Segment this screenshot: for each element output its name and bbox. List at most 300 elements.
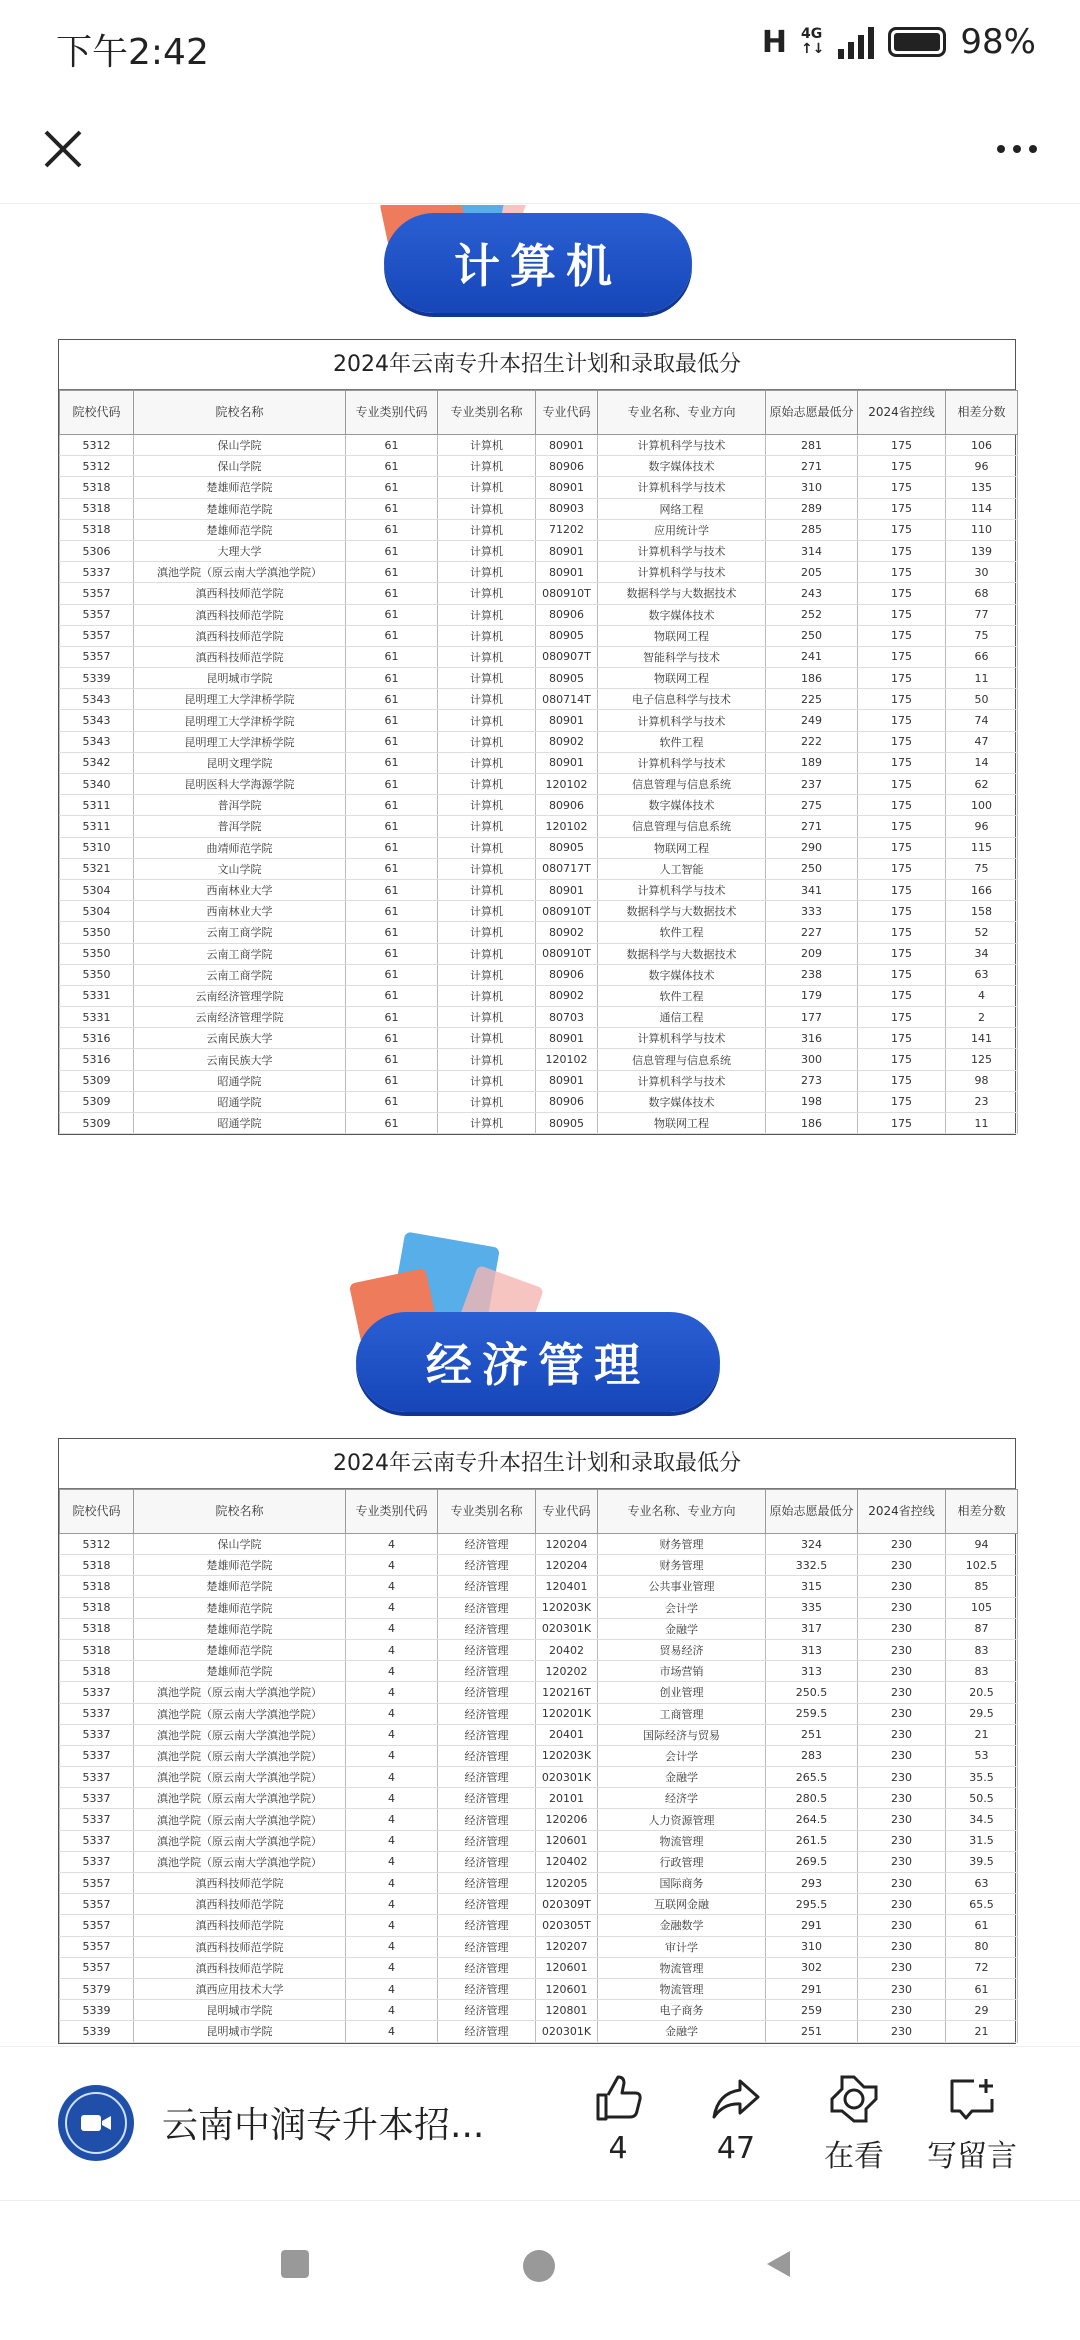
table-cell: 179 <box>766 985 858 1006</box>
table-cell: 经济管理 <box>438 1894 536 1915</box>
table-cell: 120216T <box>536 1682 598 1703</box>
back-button[interactable] <box>764 2249 794 2283</box>
account-avatar[interactable] <box>58 2085 134 2161</box>
table-cell: 120203K <box>536 1745 598 1766</box>
table-cell: 经济管理 <box>438 1639 536 1660</box>
table-cell: 227 <box>766 922 858 943</box>
table-cell: 滇西科技师范学院 <box>134 1873 346 1894</box>
table-cell: 楚雄师范学院 <box>134 498 346 519</box>
table-cell: 175 <box>858 752 946 773</box>
table-cell: 4 <box>346 1597 438 1618</box>
table-cell: 计算机 <box>438 922 536 943</box>
table-cell: 80905 <box>536 668 598 689</box>
table-cell: 5337 <box>60 562 134 583</box>
table-cell: 楚雄师范学院 <box>134 519 346 540</box>
table-cell: 计算机 <box>438 816 536 837</box>
table-cell: 080907T <box>536 646 598 667</box>
table-cell: 271 <box>766 816 858 837</box>
table-cell: 61 <box>346 1070 438 1091</box>
table-row <box>60 774 1018 795</box>
table-cell: 5357 <box>60 1957 134 1978</box>
table-cell: 120402 <box>536 1851 598 1872</box>
square-icon <box>280 2249 310 2279</box>
network-arrows: ↑↓ <box>800 41 825 57</box>
table-row <box>60 1830 1018 1851</box>
table-row <box>60 1809 1018 1830</box>
table-cell: 177 <box>766 1007 858 1028</box>
table-cell: 80905 <box>536 837 598 858</box>
table-cell: 230 <box>858 1767 946 1788</box>
table-cell: 数据科学与大数据技术 <box>598 901 766 922</box>
comment-add-icon <box>944 2071 1000 2127</box>
table-cell: 云南工商学院 <box>134 922 346 943</box>
table-cell: 75 <box>946 625 1018 646</box>
table-cell: 273 <box>766 1070 858 1091</box>
table-cell: 230 <box>858 1724 946 1745</box>
table-cell: 4 <box>346 1745 438 1766</box>
table-cell: 经济管理 <box>438 1767 536 1788</box>
table-cell: 4 <box>346 1576 438 1597</box>
video-camera-icon <box>80 2111 112 2135</box>
table-row <box>60 1639 1018 1660</box>
table-cell: 计算机科学与技术 <box>598 710 766 731</box>
table-title: 2024年云南专升本招生计划和录取最低分 <box>59 1439 1015 1489</box>
table-cell: 225 <box>766 689 858 710</box>
table-cell: 5342 <box>60 752 134 773</box>
table-cell: 189 <box>766 752 858 773</box>
more-button[interactable] <box>984 116 1050 182</box>
table-cell: 80901 <box>536 477 598 498</box>
table-cell: 230 <box>858 1936 946 1957</box>
table-cell: 计算机 <box>438 519 536 540</box>
table-cell: 21 <box>946 1724 1018 1745</box>
table-cell: 61 <box>346 435 438 456</box>
table-cell: 80901 <box>536 1028 598 1049</box>
status-icons <box>762 22 1036 62</box>
triangle-back-icon <box>764 2249 794 2279</box>
table-cell: 滇池学院（原云南大学滇池学院） <box>134 1767 346 1788</box>
table-cell: 110 <box>946 519 1018 540</box>
table-cell: 计算机 <box>438 943 536 964</box>
table-cell: 141 <box>946 1028 1018 1049</box>
like-count: 4 <box>608 2131 628 2166</box>
table-cell: 230 <box>858 1894 946 1915</box>
table-cell: 120401 <box>536 1576 598 1597</box>
table-cell: 280.5 <box>766 1788 858 1809</box>
table-cell: 普洱学院 <box>134 816 346 837</box>
table-cell: 61 <box>346 583 438 604</box>
table-cell: 滇西科技师范学院 <box>134 1936 346 1957</box>
table-cell: 计算机 <box>438 837 536 858</box>
table-row <box>60 1894 1018 1915</box>
table-cell: 080910T <box>536 583 598 604</box>
column-header: 原始志愿最低分 <box>766 1490 858 1534</box>
table-cell: 175 <box>858 1091 946 1112</box>
table-cell: 80906 <box>536 456 598 477</box>
table-cell: 软件工程 <box>598 985 766 1006</box>
table-cell: 软件工程 <box>598 922 766 943</box>
table-cell: 66 <box>946 646 1018 667</box>
table-cell: 计算机科学与技术 <box>598 1070 766 1091</box>
table-cell: 250.5 <box>766 1682 858 1703</box>
table-cell: 信息管理与信息系统 <box>598 816 766 837</box>
table-row <box>60 668 1018 689</box>
table-cell: 259.5 <box>766 1703 858 1724</box>
close-icon <box>30 116 96 182</box>
table-cell: 85 <box>946 1576 1018 1597</box>
table-cell: 云南工商学院 <box>134 964 346 985</box>
table-cell: 61 <box>346 1091 438 1112</box>
table-row <box>60 2000 1018 2021</box>
table-cell: 保山学院 <box>134 435 346 456</box>
table-cell: 315 <box>766 1576 858 1597</box>
table-cell: 230 <box>858 1618 946 1639</box>
table-row <box>60 943 1018 964</box>
table-cell: 滇西科技师范学院 <box>134 1894 346 1915</box>
table-cell: 5337 <box>60 1809 134 1830</box>
table-cell: 经济管理 <box>438 1618 536 1639</box>
table-row <box>60 604 1018 625</box>
table-cell: 175 <box>858 668 946 689</box>
table-cell: 5343 <box>60 710 134 731</box>
column-header: 院校名称 <box>134 391 346 435</box>
table-cell: 滇西科技师范学院 <box>134 625 346 646</box>
table-cell: 计算机 <box>438 625 536 646</box>
table-cell: 经济管理 <box>438 1809 536 1830</box>
table-row <box>60 477 1018 498</box>
table-cell: 80906 <box>536 964 598 985</box>
table-cell: 261.5 <box>766 1830 858 1851</box>
table-cell: 271 <box>766 456 858 477</box>
table-cell: 数字媒体技术 <box>598 1091 766 1112</box>
table-cell: 经济学 <box>598 1788 766 1809</box>
table-cell: 计算机 <box>438 752 536 773</box>
table-cell: 291 <box>766 1978 858 1999</box>
table-cell: 4 <box>346 2021 438 2042</box>
table-cell: 5304 <box>60 901 134 922</box>
table-cell: 5339 <box>60 668 134 689</box>
table-cell: 4 <box>346 1724 438 1745</box>
table-row <box>60 1028 1018 1049</box>
watching-button[interactable] <box>794 2071 914 2175</box>
table-cell: 5312 <box>60 456 134 477</box>
table-cell: 50.5 <box>946 1788 1018 1809</box>
table-cell: 昆明城市学院 <box>134 2021 346 2042</box>
table-cell: 滇池学院（原云南大学滇池学院） <box>134 1830 346 1851</box>
recents-button[interactable] <box>280 2249 310 2283</box>
table-cell: 云南经济管理学院 <box>134 985 346 1006</box>
table-cell: 计算机 <box>438 774 536 795</box>
section-banner-economics: 经济管理 <box>356 1312 720 1412</box>
close-button[interactable] <box>30 116 96 182</box>
table-cell: 74 <box>946 710 1018 731</box>
table-cell: 5318 <box>60 1555 134 1576</box>
table-cell: 滇西科技师范学院 <box>134 646 346 667</box>
table-cell: 61 <box>346 519 438 540</box>
table-cell: 5337 <box>60 1724 134 1745</box>
table-cell: 4 <box>346 1851 438 1872</box>
article-content[interactable] <box>0 205 1080 2045</box>
table-cell: 计算机 <box>438 583 536 604</box>
table-cell: 计算机 <box>438 795 536 816</box>
table-cell: 175 <box>858 1113 946 1134</box>
table-cell: 314 <box>766 540 858 561</box>
table-cell: 计算机科学与技术 <box>598 540 766 561</box>
table-cell: 云南工商学院 <box>134 943 346 964</box>
table-cell: 175 <box>858 540 946 561</box>
table-cell: 人工智能 <box>598 858 766 879</box>
table-row <box>60 985 1018 1006</box>
table-cell: 智能科学与技术 <box>598 646 766 667</box>
table-cell: 222 <box>766 731 858 752</box>
table-row <box>60 1555 1018 1576</box>
table-cell: 数据科学与大数据技术 <box>598 943 766 964</box>
account-name[interactable]: 云南中润专升本招... <box>162 2105 485 2146</box>
table-cell: 经济管理 <box>438 2021 536 2042</box>
table-cell: 经济管理 <box>438 1534 536 1555</box>
table-cell: 楚雄师范学院 <box>134 1618 346 1639</box>
table-row <box>60 1724 1018 1745</box>
table-cell: 230 <box>858 1978 946 1999</box>
column-header: 院校代码 <box>60 1490 134 1534</box>
table-row <box>60 1661 1018 1682</box>
table-cell: 175 <box>858 1070 946 1091</box>
table-cell: 283 <box>766 1745 858 1766</box>
table-cell: 物流管理 <box>598 1957 766 1978</box>
table-cell: 计算机 <box>438 879 536 900</box>
table-row <box>60 1703 1018 1724</box>
column-header: 专业类别名称 <box>438 1490 536 1534</box>
table-cell: 5331 <box>60 1007 134 1028</box>
table-cell: 4 <box>346 1978 438 1999</box>
table-cell: 31.5 <box>946 1830 1018 1851</box>
table-cell: 5357 <box>60 604 134 625</box>
table-cell: 80 <box>946 1936 1018 1957</box>
column-header: 相差分数 <box>946 1490 1018 1534</box>
table-row <box>60 795 1018 816</box>
like-button[interactable] <box>558 2071 678 2166</box>
table-cell: 61 <box>346 604 438 625</box>
table-cell: 贸易经济 <box>598 1639 766 1660</box>
table-cell: 计算机科学与技术 <box>598 562 766 583</box>
table-cell: 275 <box>766 795 858 816</box>
table-cell: 计算机 <box>438 858 536 879</box>
table-cell: 47 <box>946 731 1018 752</box>
circle-icon <box>522 2249 556 2283</box>
table-cell: 61 <box>346 816 438 837</box>
table-cell: 241 <box>766 646 858 667</box>
table-cell: 计算机科学与技术 <box>598 879 766 900</box>
table-cell: 52 <box>946 922 1018 943</box>
table-cell: 114 <box>946 498 1018 519</box>
table-cell: 5311 <box>60 795 134 816</box>
table-cell: 61 <box>346 964 438 985</box>
table-cell: 经济管理 <box>438 1978 536 1999</box>
table-cell: 计算机 <box>438 435 536 456</box>
table-cell: 230 <box>858 1788 946 1809</box>
admission-table-economics <box>58 1438 1016 2044</box>
table-cell: 20.5 <box>946 1682 1018 1703</box>
table-cell: 230 <box>858 1682 946 1703</box>
table-cell: 计算机 <box>438 562 536 583</box>
table-cell: 5318 <box>60 1597 134 1618</box>
table-cell: 020305T <box>536 1915 598 1936</box>
table-cell: 5357 <box>60 625 134 646</box>
table-cell: 80906 <box>536 604 598 625</box>
table-cell: 滇池学院（原云南大学滇池学院） <box>134 1682 346 1703</box>
table-cell: 20101 <box>536 1788 598 1809</box>
table-row <box>60 837 1018 858</box>
table-cell: 175 <box>858 435 946 456</box>
table-row <box>60 1597 1018 1618</box>
table-cell: 230 <box>858 1745 946 1766</box>
table-cell: 滇池学院（原云南大学滇池学院） <box>134 1809 346 1830</box>
table-cell: 249 <box>766 710 858 731</box>
table-cell: 金融学 <box>598 1618 766 1639</box>
table-cell: 63 <box>946 1873 1018 1894</box>
table-cell: 行政管理 <box>598 1851 766 1872</box>
table-cell: 120801 <box>536 2000 598 2021</box>
table-cell: 175 <box>858 901 946 922</box>
table-cell: 020301K <box>536 1618 598 1639</box>
table-cell: 61 <box>346 985 438 1006</box>
table-cell: 经济管理 <box>438 1957 536 1978</box>
table-cell: 电子商务 <box>598 2000 766 2021</box>
table-cell: 计算机 <box>438 710 536 731</box>
table-cell: 61 <box>346 1028 438 1049</box>
table-cell: 西南林业大学 <box>134 901 346 922</box>
table-cell: 5316 <box>60 1028 134 1049</box>
table-cell: 61 <box>346 795 438 816</box>
table-cell: 80901 <box>536 540 598 561</box>
table-cell: 310 <box>766 1936 858 1957</box>
table-cell: 186 <box>766 1113 858 1134</box>
table-cell: 11 <box>946 1113 1018 1134</box>
table-cell: 61 <box>346 540 438 561</box>
table-cell: 264.5 <box>766 1809 858 1830</box>
sim-indicator: H <box>761 24 787 60</box>
table-cell: 120601 <box>536 1957 598 1978</box>
table-cell: 物联网工程 <box>598 1113 766 1134</box>
table-cell: 230 <box>858 1809 946 1830</box>
table-cell: 信息管理与信息系统 <box>598 1049 766 1070</box>
table-cell: 281 <box>766 435 858 456</box>
table-cell: 61 <box>346 858 438 879</box>
table-row <box>60 689 1018 710</box>
comment-button[interactable] <box>912 2071 1032 2175</box>
table-cell: 昆明城市学院 <box>134 668 346 689</box>
table-cell: 5357 <box>60 1936 134 1957</box>
table-row <box>60 1851 1018 1872</box>
table-cell: 5316 <box>60 1049 134 1070</box>
table-cell: 230 <box>858 1830 946 1851</box>
table-row <box>60 710 1018 731</box>
table-cell: 计算机 <box>438 1070 536 1091</box>
table-cell: 应用统计学 <box>598 519 766 540</box>
table-cell: 020301K <box>536 1767 598 1788</box>
table-cell: 289 <box>766 498 858 519</box>
column-header: 原始志愿最低分 <box>766 391 858 435</box>
table-cell: 120102 <box>536 1049 598 1070</box>
share-button[interactable] <box>676 2071 796 2166</box>
table-cell: 335 <box>766 1597 858 1618</box>
table-cell: 物流管理 <box>598 1830 766 1851</box>
table-cell: 保山学院 <box>134 1534 346 1555</box>
table-cell: 4 <box>346 1915 438 1936</box>
network-indicator <box>801 27 824 57</box>
table-cell: 网络工程 <box>598 498 766 519</box>
table-cell: 61 <box>346 774 438 795</box>
table-cell: 63 <box>946 964 1018 985</box>
table-cell: 285 <box>766 519 858 540</box>
share-icon <box>708 2071 764 2127</box>
table-cell: 经济管理 <box>438 1936 536 1957</box>
table-cell: 经济管理 <box>438 1724 536 1745</box>
table-cell: 175 <box>858 456 946 477</box>
table-cell: 158 <box>946 901 1018 922</box>
signal-icon <box>838 25 874 59</box>
table-cell: 175 <box>858 922 946 943</box>
table-cell: 50 <box>946 689 1018 710</box>
table-cell: 4 <box>946 985 1018 1006</box>
table-cell: 120206 <box>536 1809 598 1830</box>
table-cell: 175 <box>858 879 946 900</box>
table-cell: 29.5 <box>946 1703 1018 1724</box>
table-cell: 243 <box>766 583 858 604</box>
table-cell: 115 <box>946 837 1018 858</box>
table-cell: 80905 <box>536 625 598 646</box>
table-cell: 61 <box>346 477 438 498</box>
table-cell: 审计学 <box>598 1936 766 1957</box>
table-row <box>60 519 1018 540</box>
battery-icon <box>888 27 946 57</box>
table-cell: 创业管理 <box>598 1682 766 1703</box>
table-cell: 滇池学院（原云南大学滇池学院） <box>134 1745 346 1766</box>
table-cell: 120102 <box>536 774 598 795</box>
table-cell: 61 <box>346 562 438 583</box>
table-cell: 080910T <box>536 901 598 922</box>
home-button[interactable] <box>522 2249 556 2287</box>
table-cell: 61 <box>346 1007 438 1028</box>
table-cell: 230 <box>858 1703 946 1724</box>
table-cell: 4 <box>346 1618 438 1639</box>
column-header: 2024省控线 <box>858 391 946 435</box>
table-cell: 61 <box>346 456 438 477</box>
table-cell: 5337 <box>60 1788 134 1809</box>
table-cell: 30 <box>946 562 1018 583</box>
table-cell: 云南民族大学 <box>134 1049 346 1070</box>
table-cell: 61 <box>346 498 438 519</box>
table-cell: 251 <box>766 1724 858 1745</box>
table-cell: 4 <box>346 1873 438 1894</box>
column-header: 2024省控线 <box>858 1490 946 1534</box>
table-cell: 经济管理 <box>438 1682 536 1703</box>
table-cell: 175 <box>858 646 946 667</box>
table-cell: 120203K <box>536 1597 598 1618</box>
table-cell: 经济管理 <box>438 1745 536 1766</box>
table-cell: 计算机 <box>438 456 536 477</box>
table-cell: 金融数学 <box>598 1915 766 1936</box>
table-cell: 楚雄师范学院 <box>134 1639 346 1660</box>
table-cell: 106 <box>946 435 1018 456</box>
table-cell: 83 <box>946 1639 1018 1660</box>
column-header: 专业名称、专业方向 <box>598 1490 766 1534</box>
table-row <box>60 1007 1018 1028</box>
table-cell: 332.5 <box>766 1555 858 1576</box>
table-cell: 5337 <box>60 1745 134 1766</box>
table-cell: 290 <box>766 837 858 858</box>
table-cell: 35.5 <box>946 1767 1018 1788</box>
